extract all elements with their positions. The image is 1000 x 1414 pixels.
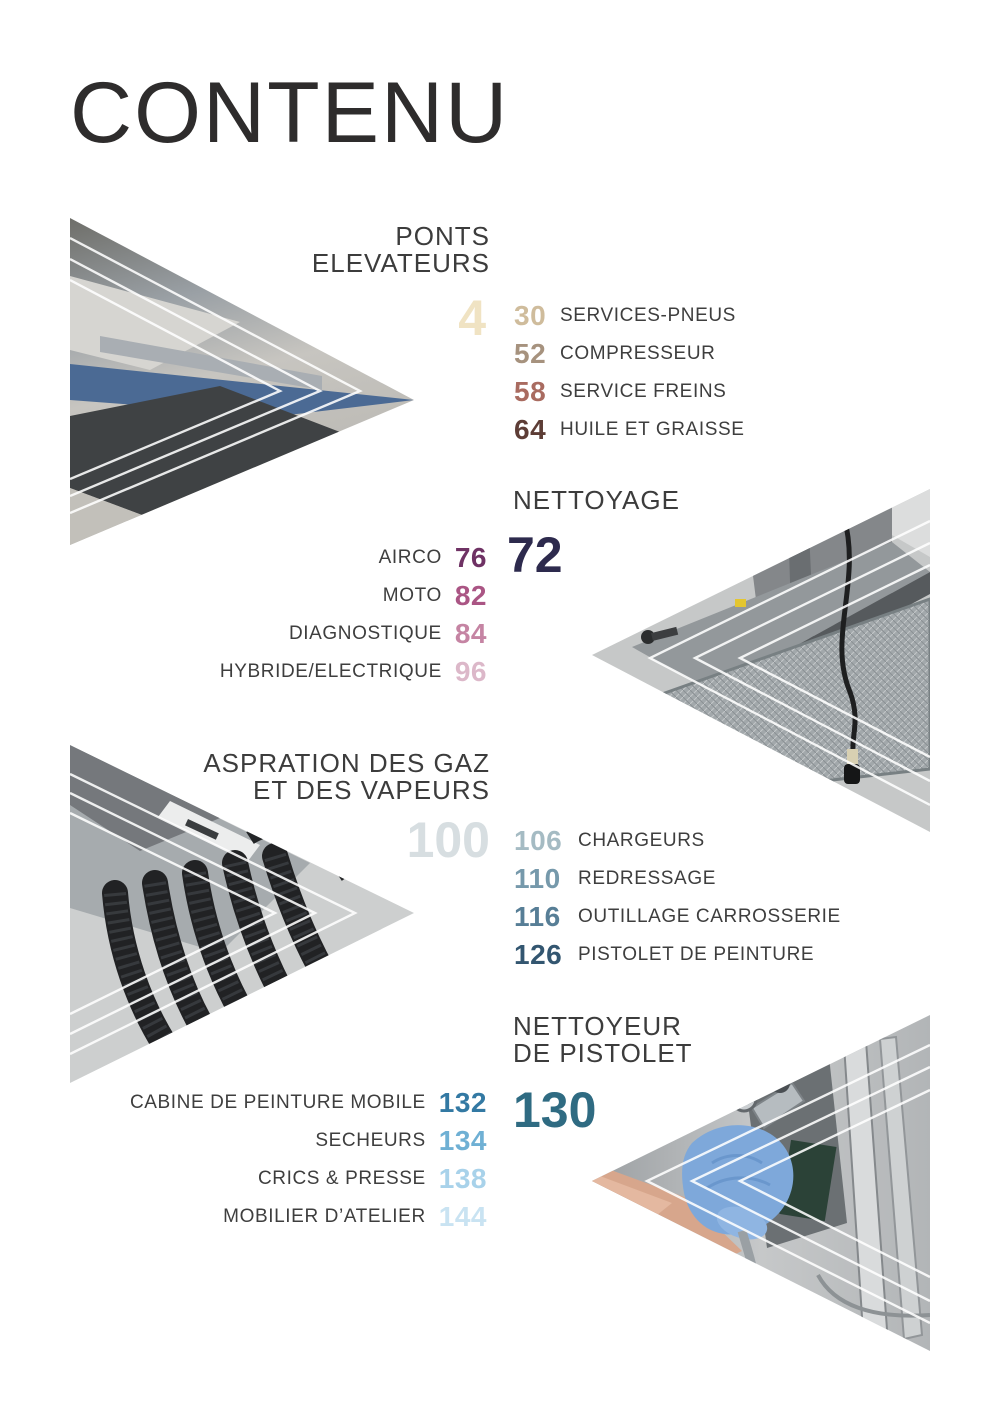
toc-entry[interactable]	[130, 1198, 487, 1236]
section-page-number-ponts-elevateurs: 4	[458, 290, 486, 346]
heading-line: ELEVATEURS	[311, 248, 490, 278]
heading-line: ASPRATION DES GAZ	[203, 748, 490, 778]
heading-line: NETTOYAGE	[513, 485, 680, 515]
heading-line: DE PISTOLET	[513, 1038, 693, 1068]
toc-entry-number: 134	[438, 1125, 487, 1156]
toc-entry[interactable]	[130, 1160, 487, 1198]
yellow-sticker	[735, 599, 746, 607]
toc-entry-number: 132	[438, 1087, 487, 1118]
toc-list-nettoyeur-pistolet	[130, 1084, 487, 1236]
toc-entry-number: 84	[454, 618, 487, 649]
toc-entry-label: MOTO	[382, 585, 442, 606]
toc-entry-number: 30	[514, 300, 547, 331]
section-heading-ponts-elevateurs	[312, 223, 490, 277]
section-page-number-aspiration: 100	[406, 812, 490, 868]
toc-entry-label: MOBILIER D’ATELIER	[223, 1206, 426, 1227]
section-heading-aspiration	[203, 750, 490, 804]
toc-entry-label: DIAGNOSTIQUE	[288, 623, 442, 644]
toc-entry-number: 64	[514, 414, 547, 445]
toc-entry-label: REDRESSAGE	[578, 868, 716, 889]
section-heading-nettoyage	[513, 487, 680, 514]
toc-entry-number: 116	[514, 901, 561, 932]
toc-entry-number: 96	[454, 656, 487, 687]
toc-entry[interactable]	[514, 936, 841, 974]
toc-entry-number: 76	[454, 542, 487, 573]
toc-entry-label: HUILE ET GRAISSE	[560, 419, 745, 440]
section-page-number-nettoyage: 72	[507, 527, 563, 583]
toc-entry-label: OUTILLAGE CARROSSERIE	[578, 906, 841, 927]
toc-entry-label: CABINE DE PEINTURE MOBILE	[129, 1092, 426, 1113]
toc-entry[interactable]	[514, 898, 841, 936]
toc-entry-label: COMPRESSEUR	[560, 343, 716, 364]
parts-washer-photo	[592, 487, 930, 834]
toc-entry[interactable]	[220, 577, 487, 615]
toc-entry-label: SECHEURS	[315, 1130, 426, 1151]
toc-entry[interactable]	[514, 297, 745, 335]
toc-entry[interactable]	[130, 1122, 487, 1160]
toc-entry-number: 110	[514, 863, 561, 894]
heading-line: PONTS	[395, 221, 490, 251]
toc-list-ponts-elevateurs	[514, 297, 745, 449]
toc-entry-number: 106	[514, 825, 563, 856]
section-page-number-nettoyeur-pistolet: 130	[513, 1082, 597, 1138]
toc-entry-label: SERVICE FREINS	[560, 381, 727, 402]
toc-entry-number: 138	[438, 1163, 487, 1194]
toc-entry[interactable]	[130, 1084, 487, 1122]
toc-entry-number: 52	[514, 338, 547, 369]
toc-entry-number: 126	[514, 939, 563, 970]
toc-entry[interactable]	[220, 653, 487, 691]
toc-entry-label: SERVICES-PNEUS	[560, 305, 736, 326]
toc-entry-label: CHARGEURS	[578, 830, 705, 851]
toc-entry[interactable]	[514, 860, 841, 898]
section-heading-nettoyeur-pistolet	[513, 1013, 693, 1067]
toc-entry[interactable]	[514, 335, 745, 373]
page-title: CONTENU	[70, 65, 510, 161]
toc-list-aspiration	[514, 822, 841, 974]
toc-entry-number: 82	[454, 580, 487, 611]
toc-list-nettoyage	[220, 539, 487, 691]
toc-entry[interactable]	[220, 539, 487, 577]
heading-line: NETTOYEUR	[513, 1011, 682, 1041]
toc-entry[interactable]	[220, 615, 487, 653]
toc-entry[interactable]	[514, 822, 841, 860]
toc-entry-number: 58	[514, 376, 547, 407]
toc-entry-label: PISTOLET DE PEINTURE	[578, 944, 815, 965]
toc-entry-label: AIRCO	[378, 547, 442, 568]
toc-entry-number: 144	[438, 1201, 487, 1232]
toc-entry-label: CRICS & PRESSE	[257, 1168, 426, 1189]
toc-entry[interactable]	[514, 373, 745, 411]
toc-entry[interactable]	[514, 411, 745, 449]
toc-entry-label: HYBRIDE/ELECTRIQUE	[219, 661, 442, 682]
heading-line: ET DES VAPEURS	[253, 775, 490, 805]
